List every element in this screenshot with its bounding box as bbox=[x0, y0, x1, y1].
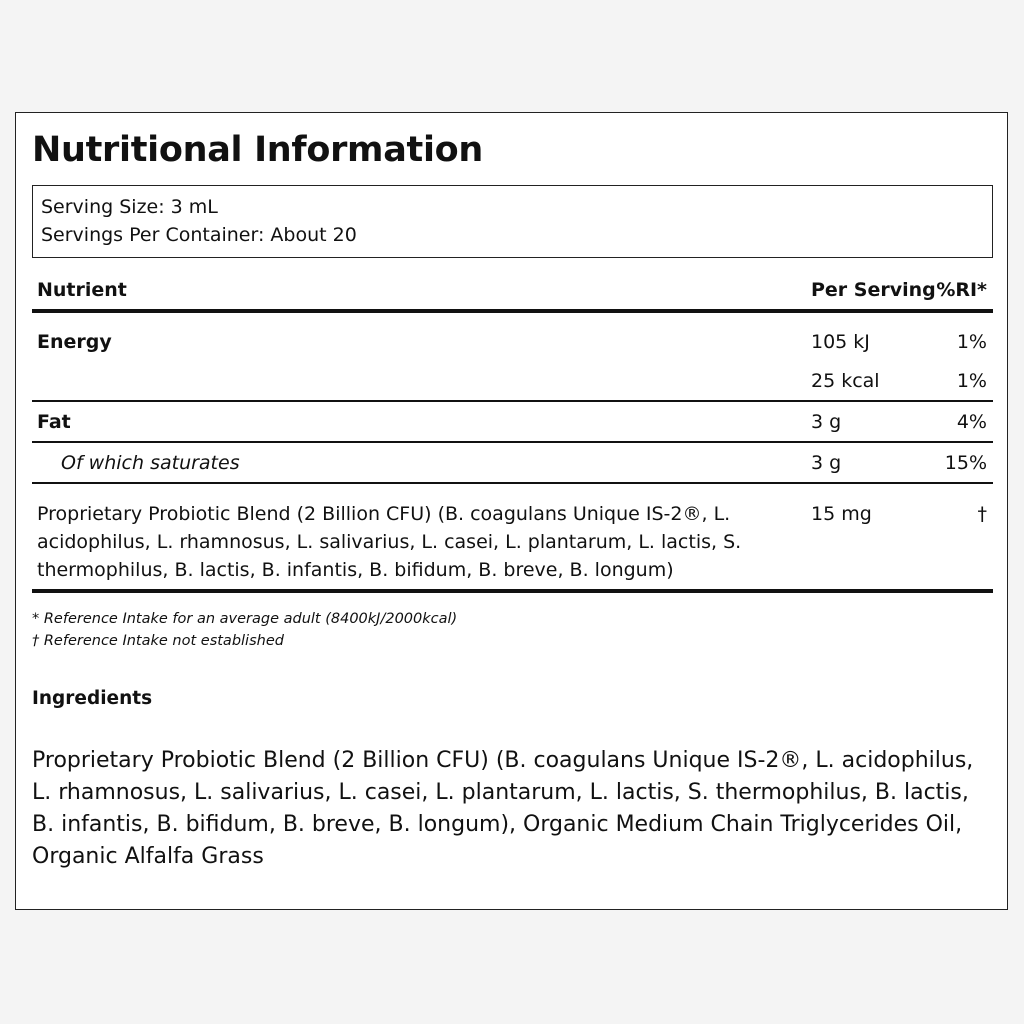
row-blend-value: 15 mg bbox=[811, 503, 872, 525]
row-blend-name: Proprietary Probiotic Blend (2 Billion CFU) (B. coagulans Unique IS-2®, L. acidophilus, L. rhamnosus, L. salivarius, L. casei, L. plantarum, L. lactis, S. thermophilus, B. lactis, B. infantis, B. bifidum, B. breve, B. longum) bbox=[37, 503, 742, 581]
ingredients-text: Proprietary Probiotic Blend (2 Billion CFU) (B. coagulans Unique IS-2®, L. acidophilus, L. rhamnosus, L. salivarius, L. casei, L. plantarum, L. lactis, S. thermophilus, B. lactis, B. infantis, B. bifidum, B. breve, B. longum), Organic Medium Chain Triglycerides Oil, Organic Alfalfa Grass bbox=[32, 748, 974, 869]
row-saturates-value: 3 g bbox=[811, 452, 842, 474]
row-energy-name: Energy bbox=[37, 331, 112, 353]
row-energy-kj-value: 105 kJ bbox=[811, 331, 870, 353]
header-ri: %RI* bbox=[936, 279, 987, 301]
footnote-not-established: † Reference Intake not established bbox=[32, 633, 284, 649]
ingredients-heading: Ingredients bbox=[32, 688, 153, 709]
servings-per-container: Servings Per Container: About 20 bbox=[41, 224, 357, 246]
header-nutrient: Nutrient bbox=[37, 279, 127, 301]
label-title: Nutritional Information bbox=[32, 130, 484, 170]
serving-info-box bbox=[32, 185, 993, 258]
nutrition-label bbox=[15, 112, 1008, 910]
serving-size: Serving Size: 3 mL bbox=[41, 196, 218, 218]
header-per-serving: Per Serving bbox=[811, 279, 936, 301]
row-energy-kcal-ri: 1% bbox=[956, 370, 987, 392]
row-blend-ri: † bbox=[977, 503, 987, 525]
row-energy-kj-ri: 1% bbox=[956, 331, 987, 353]
table-bottom-divider bbox=[32, 589, 993, 593]
row-divider bbox=[32, 482, 993, 484]
row-divider bbox=[32, 400, 993, 402]
row-fat-value: 3 g bbox=[811, 411, 842, 433]
row-divider bbox=[32, 441, 993, 443]
row-fat-ri: 4% bbox=[956, 411, 987, 433]
header-divider bbox=[32, 309, 993, 313]
row-energy-kcal-value: 25 kcal bbox=[811, 370, 880, 392]
row-saturates-name: Of which saturates bbox=[61, 452, 240, 474]
row-fat-name: Fat bbox=[37, 411, 71, 433]
footnote-reference-intake: * Reference Intake for an average adult (8400kJ/2000kcal) bbox=[32, 611, 458, 627]
row-saturates-ri: 15% bbox=[944, 452, 987, 474]
